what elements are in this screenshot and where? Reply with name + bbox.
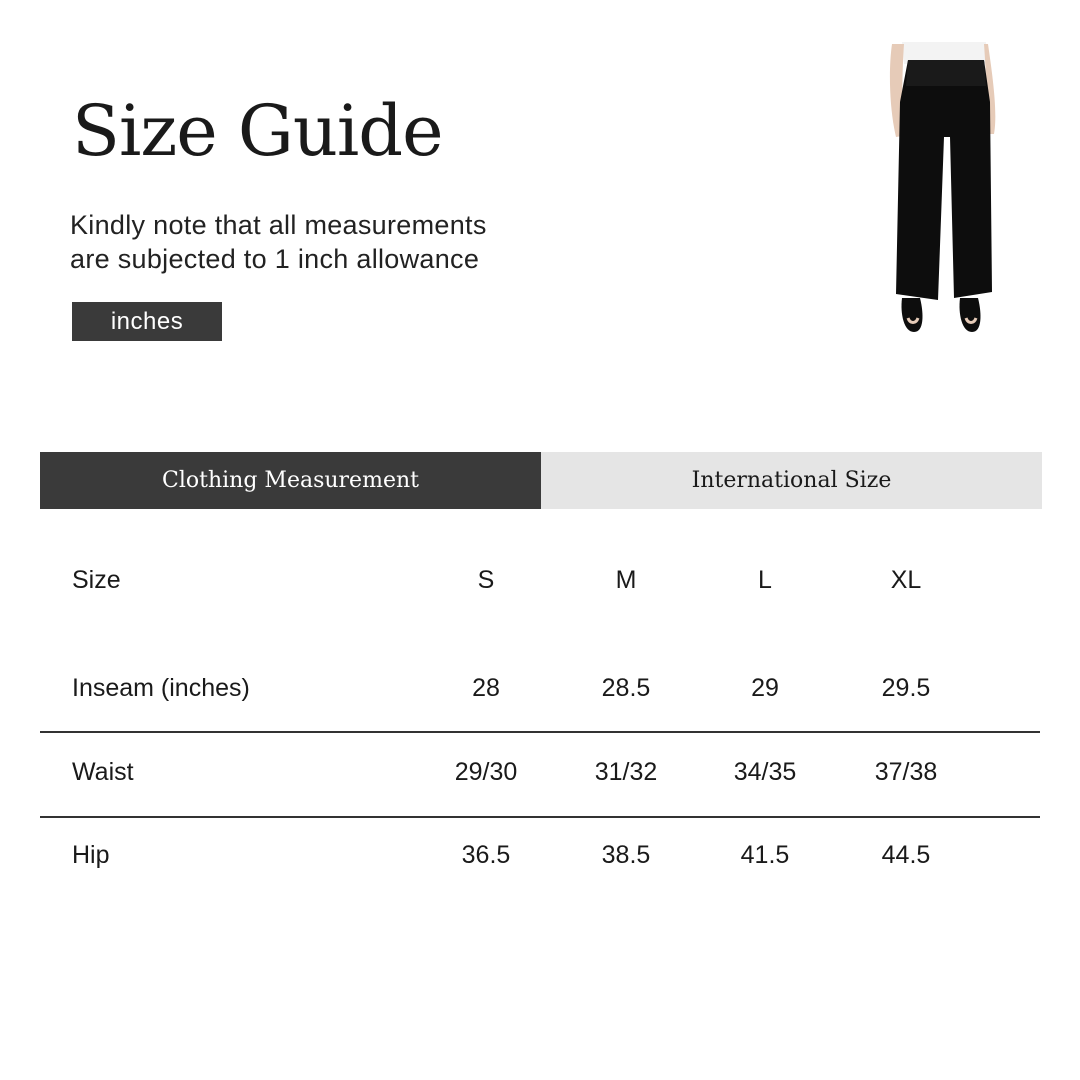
- table-row-hip: [40, 835, 1040, 875]
- table-cell: 28.5: [601, 674, 651, 702]
- table-cell: 37/38: [874, 758, 938, 786]
- table-cell: 38.5: [601, 841, 651, 869]
- note-line-2: are subjected to 1 inch allowance: [70, 244, 480, 274]
- table-cell: 44.5: [881, 841, 931, 869]
- measurement-tabs: [40, 452, 1042, 509]
- table-cell: 28: [472, 674, 500, 702]
- tab-international-size[interactable]: International Size: [541, 452, 1042, 509]
- table-cell: 34/35: [733, 758, 797, 786]
- size-xl: XL: [890, 566, 922, 594]
- tab-clothing-measurement[interactable]: Clothing Measurement: [40, 452, 541, 509]
- pants-shape: [896, 60, 992, 300]
- table-row-inseam: [40, 668, 1040, 708]
- size-l: L: [758, 566, 772, 594]
- row-label: Hip: [72, 841, 110, 869]
- table-cell: 41.5: [740, 841, 790, 869]
- table-cell: 36.5: [461, 841, 511, 869]
- row-divider: [40, 731, 1040, 733]
- size-header-row: [40, 560, 1040, 600]
- size-m: M: [615, 566, 637, 594]
- page-title: Size Guide: [72, 90, 443, 172]
- allowance-note: [70, 208, 550, 276]
- product-image: [880, 42, 1010, 338]
- table-cell: 29: [751, 674, 779, 702]
- row-label: Waist: [72, 758, 134, 786]
- note-line-1: Kindly note that all measurements: [70, 210, 487, 240]
- row-divider: [40, 816, 1040, 818]
- table-row-waist: [40, 752, 1040, 792]
- size-s: S: [477, 566, 495, 594]
- table-cell: 29.5: [881, 674, 931, 702]
- right-foot: [960, 298, 981, 332]
- unit-badge[interactable]: inches: [72, 302, 222, 341]
- left-foot: [902, 298, 923, 332]
- size-label: Size: [72, 566, 121, 594]
- waistband-shape: [906, 60, 986, 86]
- table-cell: 31/32: [594, 758, 658, 786]
- table-cell: 29/30: [454, 758, 518, 786]
- row-label: Inseam (inches): [72, 674, 250, 702]
